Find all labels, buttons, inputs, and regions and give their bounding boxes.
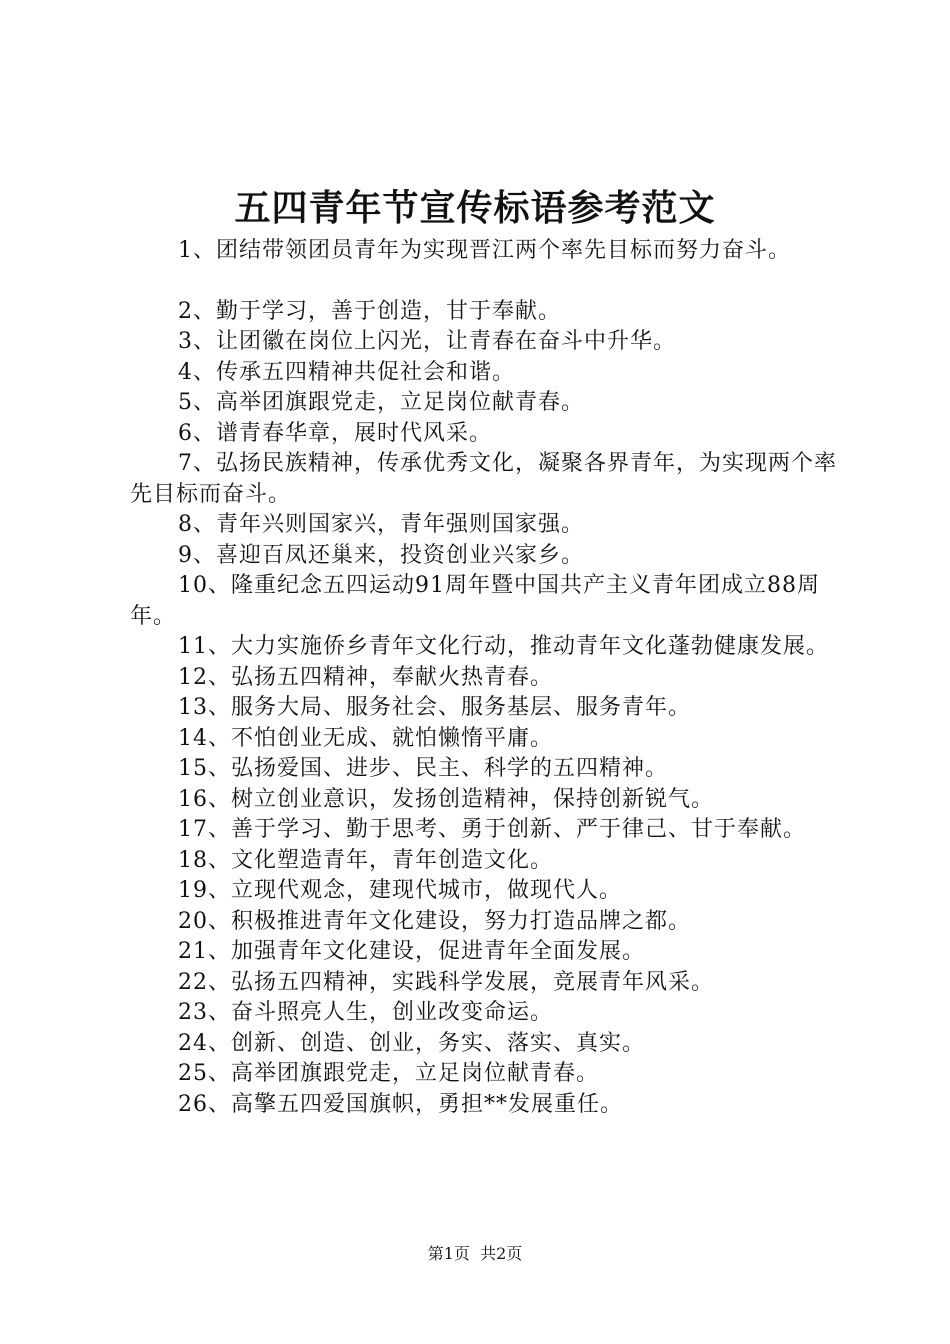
slogan-list <box>130 236 842 1120</box>
slogan-item: 24、创新、创造、创业，务实、落实、真实。 <box>178 1030 645 1056</box>
slogan-item: 14、不怕创业无成、就怕懒惰平庸。 <box>178 725 553 751</box>
page-number: 第1页 <box>427 1244 470 1263</box>
slogan-item: 1、团结带领团员青年为实现晋江两个率先目标而努力奋斗。 <box>178 238 791 263</box>
slogan-item: 3、让团徽在岗位上闪光，让青春在奋斗中升华。 <box>178 329 676 354</box>
slogan-item: 11、大力实施侨乡青年文化行动，推动青年文化蓬勃健康发展。 <box>178 634 829 659</box>
slogan-item: 7、弘扬民族精神，传承优秀文化，凝聚各界青年，为实现两个率先目标而奋斗。 <box>130 451 837 507</box>
slogan-item: 8、青年兴则国家兴，青年强则国家强。 <box>178 512 584 537</box>
page-footer <box>0 1244 950 1264</box>
slogan-item: 25、高举团旗跟党走，立足岗位献青春。 <box>178 1061 599 1086</box>
slogan-item: 2、勤于学习，善于创造，甘于奉献。 <box>178 298 561 324</box>
slogan-item: 22、弘扬五四精神，实践科学发展，竞展青年风采。 <box>178 969 714 995</box>
slogan-item: 23、奋斗照亮人生，创业改变命运。 <box>178 1000 553 1025</box>
slogan-item: 13、服务大局、服务社会、服务基层、服务青年。 <box>178 695 691 720</box>
slogan-item: 19、立现代观念，建现代城市，做现代人。 <box>178 878 622 903</box>
slogan-item: 21、加强青年文化建设，促进青年全面发展。 <box>178 939 645 964</box>
slogan-item: 26、高擎五四爱国旗帜，勇担**发展重任。 <box>178 1091 623 1117</box>
document-title: 五四青年节宣传标语参考范文 <box>234 187 716 229</box>
slogan-item: 18、文化塑造青年，青年创造文化。 <box>178 847 553 873</box>
footer-spacer <box>470 1244 480 1263</box>
slogan-item: 20、积极推进青年文化建设，努力打造品牌之都。 <box>178 908 691 934</box>
slogan-item: 9、喜迎百凤还巢来，投资创业兴家乡。 <box>178 542 584 568</box>
slogan-item: 6、谱青春华章，展时代风采。 <box>178 420 492 446</box>
slogan-item: 4、传承五四精神共促社会和谐。 <box>178 359 515 385</box>
slogan-item: 17、善于学习、勤于思考、勇于创新、严于律己、甘于奉献。 <box>178 817 806 842</box>
slogan-item: 10、隆重纪念五四运动91周年暨中国共产主义青年团成立88周年。 <box>130 573 820 629</box>
slogan-item: 12、弘扬五四精神，奉献火热青春。 <box>178 664 553 690</box>
page-total: 共2页 <box>480 1244 523 1263</box>
slogan-item: 16、树立创业意识，发扬创造精神，保持创新锐气。 <box>178 786 714 812</box>
slogan-item: 15、弘扬爱国、进步、民主、科学的五四精神。 <box>178 756 668 781</box>
slogan-item: 5、高举团旗跟党走，立足岗位献青春。 <box>178 390 584 415</box>
